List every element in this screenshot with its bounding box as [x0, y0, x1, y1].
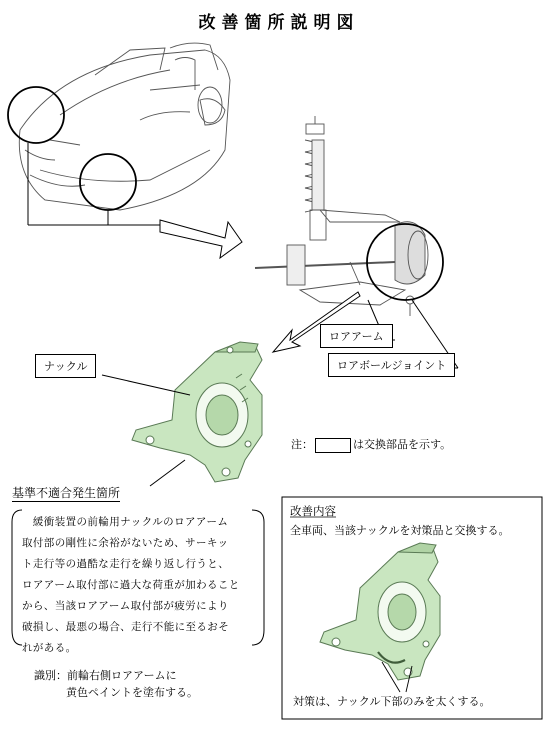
identification-line2: 黄色ペイントを塗布する。 — [66, 686, 198, 699]
label-lower-arm: ロアアーム — [320, 324, 393, 348]
replacement-note — [291, 436, 451, 453]
detail-circle-wheel — [80, 154, 136, 210]
arrow-right — [160, 220, 242, 258]
note-legend-box — [315, 438, 351, 453]
defect-line: から、当該ロアアーム取付部が疲労により — [22, 600, 229, 612]
defect-line: 取付部の剛性に余裕がないため、サーキッ — [22, 537, 229, 549]
car-illustration — [19, 43, 230, 210]
improvement-caption: 対策は、ナックル下部のみを太くする。 — [293, 695, 491, 708]
improvement-heading: 改善内容 — [290, 504, 336, 518]
leader-defect — [150, 460, 185, 486]
bracket-left — [12, 510, 22, 645]
detail-circle-front — [8, 87, 64, 143]
improvement-text: 全車両、当該ナックルを対策品と交換する。 — [290, 524, 510, 537]
knuckle-part-improved — [320, 543, 440, 680]
suspension-assembly — [255, 116, 428, 316]
defect-line: 緩衝装置の前輪用ナックルのロアアーム — [22, 516, 229, 528]
note-suffix: は交換部品を示す。 — [353, 438, 452, 451]
label-defect-location: 基準不適合発生箇所 — [12, 486, 121, 500]
page-title: 改善箇所説明図 — [198, 13, 360, 33]
knuckle-part-original — [132, 342, 262, 482]
defect-line: れがある。 — [22, 642, 77, 654]
defect-description — [22, 512, 262, 659]
defect-line: ト走行等の過酷な走行を繰り返し行うと、 — [22, 558, 230, 570]
note-prefix: 注： — [291, 438, 313, 451]
identification-label: 識別： — [34, 669, 67, 682]
leader-lines — [28, 143, 160, 225]
defect-line: 破損し、最悪の場合、走行不能に至るおそ — [22, 621, 230, 633]
label-lower-ball-joint: ロアボールジョイント — [328, 353, 455, 377]
identification — [34, 667, 177, 683]
identification-line1: 前輪右側ロアアームに — [67, 669, 177, 682]
leader-knuckle — [102, 375, 190, 395]
defect-line: ロアアーム取付部に過大な荷重が加わること — [22, 579, 240, 591]
label-knuckle: ナックル — [35, 354, 96, 378]
